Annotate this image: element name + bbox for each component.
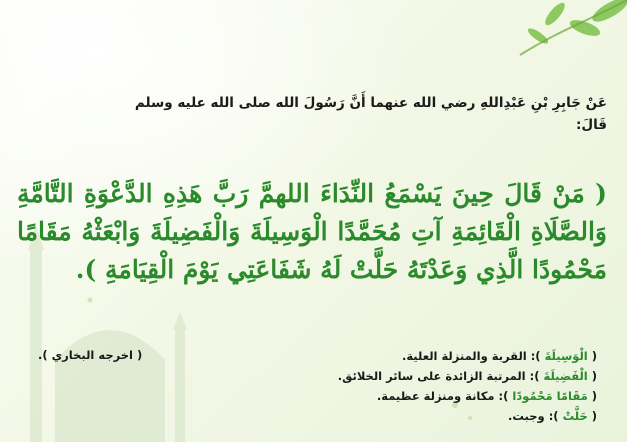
glossary-item: ( حَلَّتْ ): وجبت.: [508, 409, 597, 423]
glossary-term: مَقَامًا مَحْمُودًا: [512, 389, 588, 403]
hadith-source: ( اخرجه البخاري ).: [38, 348, 143, 362]
glossary-item: ( الْفَضِيلَةَ ): المرتبة الزائدة على سائر الخلائق.: [337, 369, 597, 383]
hadith-text: ( مَنْ قَالَ حِينَ يَسْمَعُ النِّدَاءَ اللهمَّ رَبَّ هَذِهِ الدَّعْوَةِ التَّامَّةِ وَالصَّلَاةِ الْقَائِمَةِ آتِ مُحَمَّدًا الْوَسِيلَةَ وَالْفَضِيلَةَ وَابْعَثْهُ مَقَامًا مَحْمُودًا الَّذِي وَعَدْتَهُ حَلَّتْ لَهُ شَفَاعَتِي يَوْمَ الْقِيَامَةِ ).: [17, 179, 607, 284]
hadith-introduction: عَنْ جَابِرِ بْنِ عَبْدِاللهِ رضي الله عنهما أَنَّ رَسُولَ الله صلى الله عليه وسلم قَالَ:: [134, 94, 607, 133]
glossary-list: [237, 346, 597, 426]
glossary-item: ( الْوَسِيلَةَ ): القربة والمنزلة العلية.: [401, 349, 597, 363]
glossary-term: الْفَضِيلَةَ: [543, 369, 588, 383]
glossary-term: الْوَسِيلَةَ: [544, 349, 588, 363]
glossary-definition: القربة والمنزلة العلية.: [401, 349, 527, 363]
glossary-item: ( مَقَامًا مَحْمُودًا ): مكانة ومنزلة عظيمة.: [376, 389, 597, 403]
glossary-definition: وجبت.: [508, 409, 545, 423]
glossary-definition: المرتبة الزائدة على سائر الخلائق.: [337, 369, 526, 383]
glossary-term: حَلَّتْ: [562, 409, 588, 423]
glossary-definition: مكانة ومنزلة عظيمة.: [376, 389, 495, 403]
